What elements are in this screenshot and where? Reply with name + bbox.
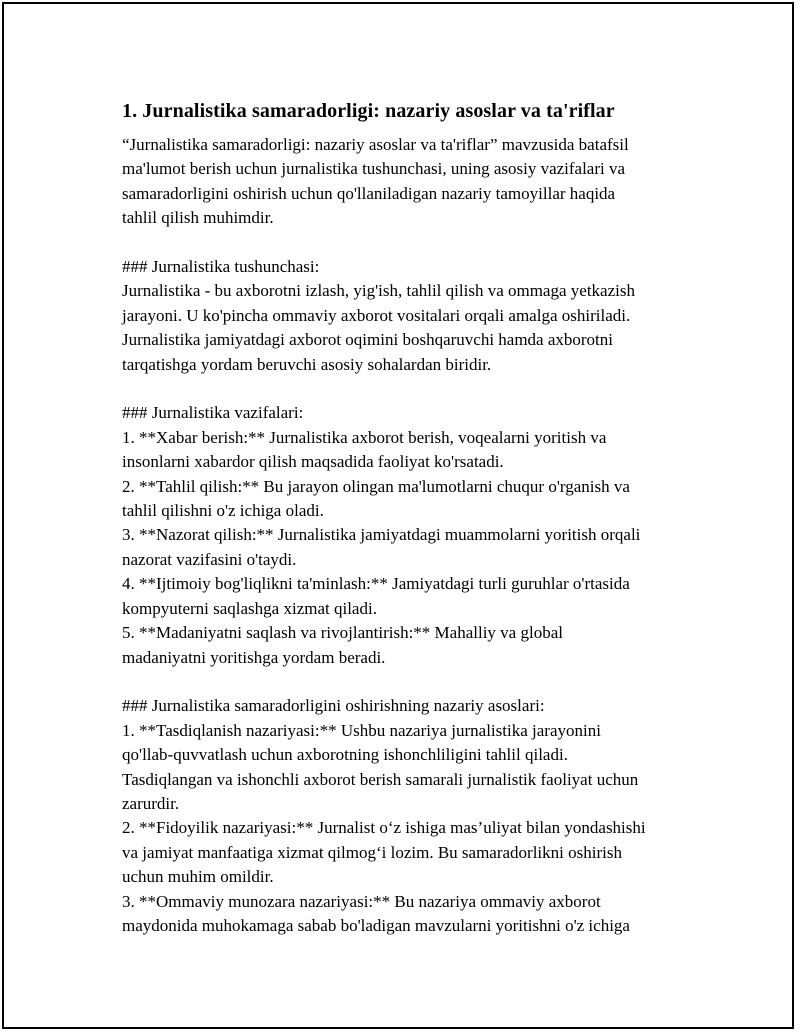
section-heading: ### Jurnalistika tushunchasi: — [122, 257, 320, 277]
text-line: 3. **Ommaviy munozara nazariyasi:** Bu nazariya ommaviy axborot — [122, 891, 601, 911]
section-theories — [122, 694, 697, 938]
text-line: tahlil qilishni o'z ichiga oladi. — [122, 501, 324, 521]
text-line: tahlil qilish muhimdir. — [122, 208, 274, 228]
section-heading: ### Jurnalistika samaradorligini oshirishning nazariy asoslari: — [122, 696, 545, 716]
document-title: 1. Jurnalistika samaradorligi: nazariy asoslar va ta'riflar — [122, 100, 615, 122]
text-line: 5. **Madaniyatni saqlash va rivojlantirish:** Mahalliy va global — [122, 623, 563, 643]
text-line: madaniyatni yoritishga yordam beradi. — [122, 647, 386, 667]
text-line: insonlarni xabardor qilish maqsadida faoliyat ko'rsatadi. — [122, 452, 504, 472]
text-line: maydonida muhokamaga sabab bo'ladigan mavzularni yoritishni o'z ichiga — [122, 915, 630, 935]
document-page — [2, 2, 794, 1029]
paragraph-gap — [122, 231, 697, 255]
text-line: Jurnalistika jamiyatdagi axborot oqimini boshqaruvchi hamda axborotni — [122, 330, 614, 350]
text-line: 2. **Fidoyilik nazariyasi:** Jurnalist o‘z ishiga mas’uliyat bilan yondashishi — [122, 818, 646, 838]
text-line: Jurnalistika - bu axborotni izlash, yig'ish, tahlil qilish va ommaga yetkazish — [122, 281, 635, 301]
text-line: kompyuterni saqlashga xizmat qiladi. — [122, 598, 377, 618]
text-line: jarayoni. U ko'pincha ommaviy axborot vositalari orqali amalga oshiriladi. — [122, 305, 631, 325]
section-functions — [122, 401, 697, 669]
text-line: “Jurnalistika samaradorligi: nazariy asoslar va ta'riflar” mavzusida batafsil — [122, 135, 629, 154]
text-line: uchun muhim omildir. — [122, 867, 274, 887]
text-line: va jamiyat manfaatiga xizmat qilmog‘i lozim. Bu samaradorlikni oshirish — [122, 842, 622, 862]
text-line: tarqatishga yordam beruvchi asosiy sohalardan biridir. — [122, 354, 492, 374]
section-heading: ### Jurnalistika vazifalari: — [122, 403, 304, 423]
text-line: 4. **Ijtimoiy bog'liqlikni ta'minlash:** Jamiyatdagi turli guruhlar o'rtasida — [122, 574, 630, 594]
text-line: nazorat vazifasini o'taydi. — [122, 549, 297, 569]
text-line: qo'llab-quvvatlash uchun axborotning ishonchliligini tahlil qiladi. — [122, 745, 568, 765]
paragraph-gap — [122, 670, 697, 694]
intro-paragraph — [122, 133, 697, 231]
text-line: zarurdir. — [122, 793, 180, 813]
document-content — [122, 98, 697, 938]
section-concept — [122, 255, 697, 377]
text-line: 2. **Tahlil qilish:** Bu jarayon olingan ma'lumotlarni chuqur o'rganish va — [122, 476, 630, 496]
text-line: 1. **Xabar berish:** Jurnalistika axborot berish, voqealarni yoritish va — [122, 427, 607, 447]
text-line: Tasdiqlangan va ishonchli axborot berish samarali jurnalistik faoliyat uchun — [122, 769, 639, 789]
text-line: samaradorligini oshirish uchun qo'llaniladigan nazariy tamoyillar haqida — [122, 183, 616, 203]
paragraph-gap — [122, 377, 697, 401]
text-line: ma'lumot berish uchun jurnalistika tushunchasi, uning asosiy vazifalari va — [122, 159, 626, 179]
text-line: 3. **Nazorat qilish:** Jurnalistika jamiyatdagi muammolarni yoritish orqali — [122, 525, 641, 545]
text-line: 1. **Tasdiqlanish nazariyasi:** Ushbu nazariya jurnalistika jarayonini — [122, 720, 601, 740]
